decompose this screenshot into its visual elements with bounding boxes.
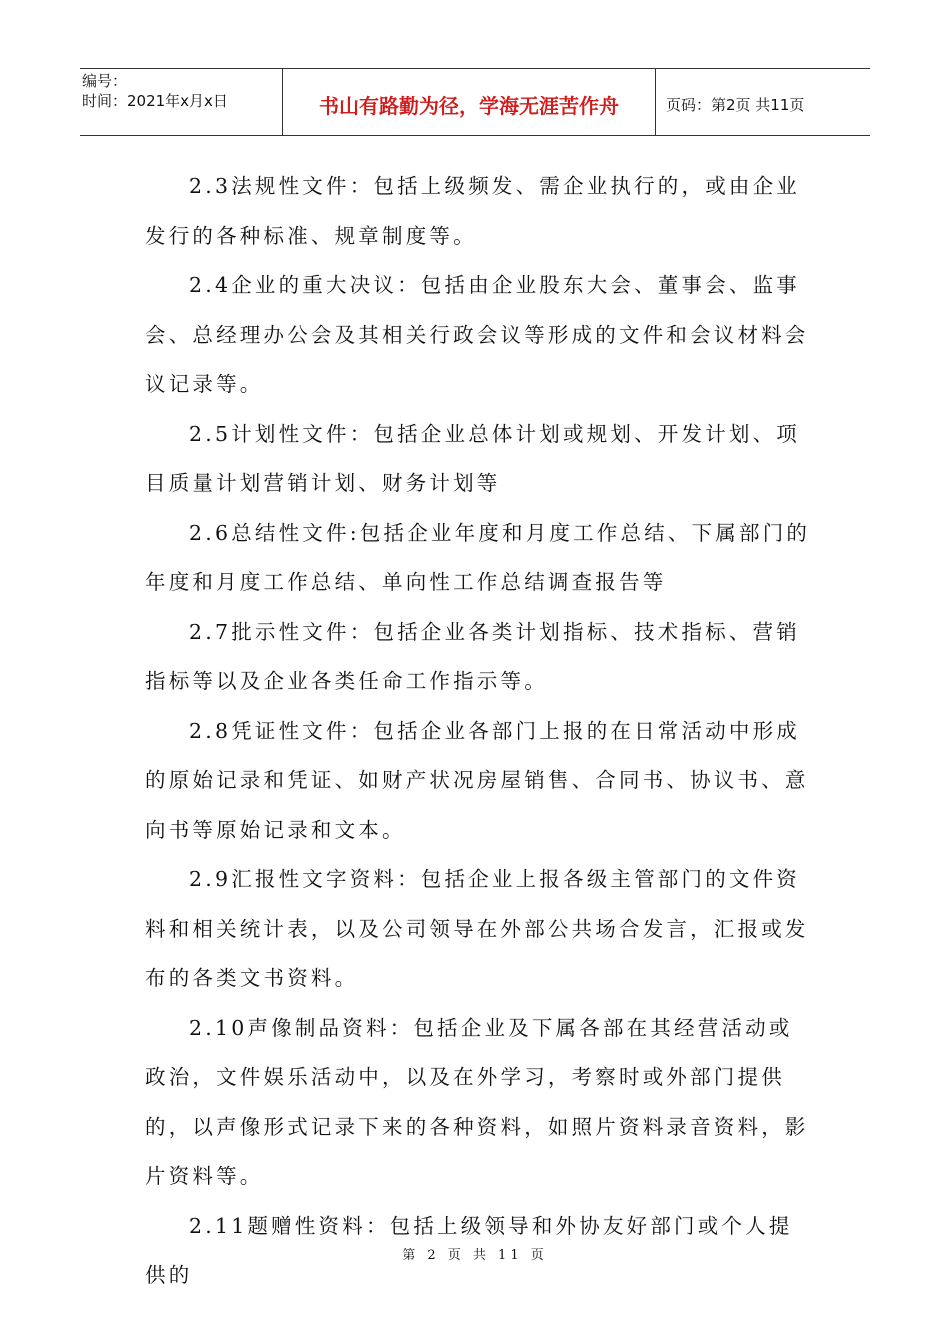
paragraph-2-10: 2.10声像制品资料：包括企业及下属各部在其经营活动或政治，文件娱乐活动中，以及在外学习，考察时或外部门提供的，以声像形式记录下来的各种资料，如照片资料录音资料，影片资料等。 — [145, 1015, 809, 1188]
document-number-label: 编号： — [82, 72, 128, 90]
paragraph-2-11: 2.11题赠性资料：包括上级领导和外协友好部门或个人提供的 — [145, 1213, 793, 1287]
page-footer: 第 2 页 共 11 页 — [402, 1248, 548, 1263]
document-body — [145, 162, 815, 1301]
paragraph-2-7: 2.7批示性文件：包括企业各类计划指标、技术指标、营销指标等以及企业各类任命工作指示等。 — [145, 619, 801, 693]
paragraph-2-9: 2.9汇报性文字资料：包括企业上报各级主管部门的文件资料和相关统计表，以及公司领导在外部公共场合发言，汇报或发布的各类文书资料。 — [145, 867, 809, 990]
page-header — [80, 68, 870, 136]
header-meta — [80, 69, 283, 135]
paragraph-2-4: 2.4企业的重大决议：包括由企业股东大会、董事会、监事会、总经理办公会及其相关行政会议等形成的文件和会议材料会议记录等。 — [145, 273, 809, 396]
paragraph-2-6: 2.6总结性文件:包括企业年度和月度工作总结、下属部门的年度和月度工作总结、单向性工作总结调查报告等 — [145, 520, 811, 594]
document-date-label: 时间：2021年x月x日 — [82, 92, 228, 110]
header-page-info: 页码：第2页 共11页 — [666, 95, 805, 114]
paragraph-2-5: 2.5计划性文件：包括企业总体计划或规划、开发计划、项目质量计划营销计划、财务计划等 — [145, 421, 801, 495]
header-motto: 书山有路勤为径，学海无涯苦作舟 — [283, 69, 656, 135]
paragraph-2-3: 2.3法规性文件：包括上级频发、需企业执行的，或由企业发行的各种标准、规章制度等。 — [145, 174, 801, 248]
paragraph-2-8: 2.8凭证性文件：包括企业各部门上报的在日常活动中形成的原始记录和凭证、如财产状况房屋销售、合同书、协议书、意向书等原始记录和文本。 — [145, 718, 809, 842]
